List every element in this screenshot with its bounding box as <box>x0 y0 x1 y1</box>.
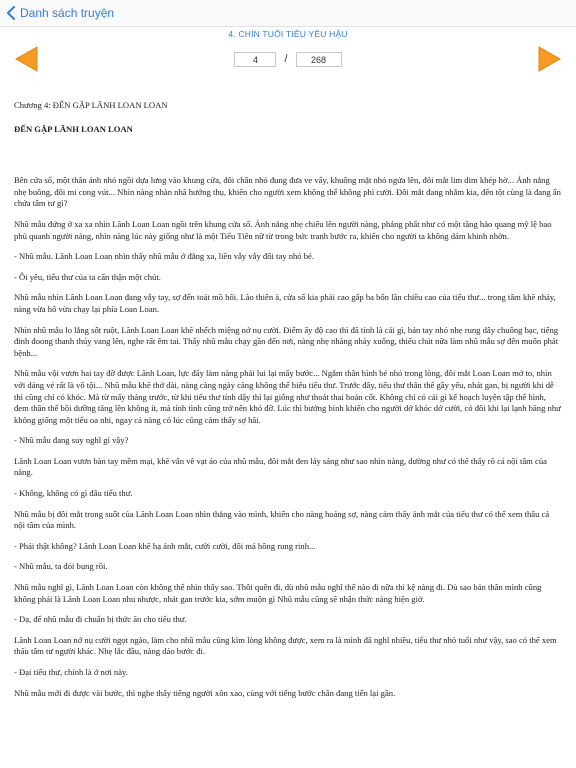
paragraph: - Dạ, để nhũ mẫu đi chuẩn bị thức ăn cho tiểu thư. <box>14 614 187 625</box>
paragraph: Lãnh Loan Loan nở nụ cười ngọt ngào, làm cho nhũ mẫu cũng kìm lòng không được, xem ra là mình đã nghĩ nhiều, tiểu thư nhỏ tuổi như vậy, sao có thể xem thấu tâm tư người khác. Nhẹ lắc đầu, nàng dảo bước đi. <box>14 634 557 657</box>
total-pages: 268 <box>296 52 342 67</box>
paragraph: Nhũ mẫu vội vươn hai tay đỡ được Lãnh Loan, lực đẩy làm nàng phải lui lại mấy bước... Ngắm thân hình bé nhỏ trong lòng, đôi mắt Loan Loan mở to, nhìn với dáng vẻ rất là vô tội... Nhũ mẫu khẽ thở dài, nàng càng ngày càng không thể hiểu tiểu thư. Trước đây, tiểu thư thân thể gầy yếu, nhát gan, bị người khi dễ thì cũng chỉ có khóc. Mà từ mấy tháng trước, từ khi tiểu thư tỉnh dậy thì lại giống như thoát thai hoán cốt. Không chỉ có cái gì kế hoạch luyện tập thể hình, đem thân thể bồi dưỡng tăng lên không ít, mà tính tình cũng trở nên khó đỡ. Lúc thì bướng bỉnh khiến cho người dở khóc dở cười, có đôi khi lại lạnh băng như không giống một tiểu oa nhi, ngay cả nàng có lúc cũng cảm thấy sợ hãi. <box>14 368 561 425</box>
back-button[interactable] <box>6 5 114 21</box>
paragraph: Nhìn nhũ mẫu lo lắng sốt ruột, Lãnh Loan Loan khẽ nhếch miệng nở nụ cười. Điểm ấy độ cao thì đã tính là cái gì, bản tay nhỏ nhẹ rung dây chuông bạc, tiếng đinh đoong thanh thúy vang lên, nghe rất êm tai. Thấy nhũ mẫu chạy gần đến nơi, nàng nhẹ nhàng nhảy xuống, thiếu chút nữa làm nhũ mẫu sợ đến muốn phát bệnh... <box>14 324 559 358</box>
paragraph: - Nhũ mẫu, ta đói bụng rồi. <box>14 561 108 572</box>
current-page-input[interactable]: 4 <box>234 52 276 67</box>
chapter-heading: ĐẾN GẶP LÃNH LOAN LOAN <box>14 123 133 134</box>
chapter-content <box>14 100 562 708</box>
page-selector <box>0 51 576 67</box>
next-page-button[interactable] <box>537 44 563 74</box>
paragraph: Nhũ mẫu nghĩ gì, Lãnh Loan Loan còn không thể nhìn thấy sao. Thôi quên đi, dù nhũ mẫu nghĩ thế nào đi nữa thì kệ nàng đi. Dù sao bản thân mình cũng không phải là Lãnh Loan Loan nhu nhược, nhát gan trước kia, sớm muộn gì Nhũ mẫu cũng sẽ nhận thức nàng hiện giờ. <box>14 582 542 604</box>
paragraph: Bên cửa sổ, một thân ảnh nhỏ ngồi dựa lưng vào khung cửa, đôi chân nhỏ đung đưa ve vẩy, khuông mặt nhỏ ngửa lên, đôi mắt lim dim khép hờ... Ánh nắng nhẹ buông, đôi mi cong vút... Nhìn nàng nhàn nhã hưởng thụ, khiến cho người xem không thể không phì cười. Đôi mắt đang nhắm kia, đến tột cùng là đang ẩn chứa tâm tư gì? <box>14 175 561 209</box>
paragraph: - Nhũ mẫu đang suy nghĩ gì vậy? <box>14 435 129 446</box>
page-separator: / <box>284 53 288 65</box>
paragraph: Nhũ mẫu bị đôi mắt trong suốt của Lãnh Loan Loan nhìn thẳng vào mình, khiến cho nàng hoảng sợ, nàng cảm thấy ánh mắt của tiểu thư có thể xem thấu cả nội tâm của mình. <box>14 508 550 531</box>
paragraph: Lãnh Loan Loan vươn bàn tay mềm mại, khẽ vân vê vạt áo của nhũ mẫu, đôi mắt đen láy sáng như sao nhìn nàng, dường như có thể thấy rõ cả nội tâm của nàng. <box>14 455 547 478</box>
paragraph: Nhũ mẫu nhìn Lãnh Loan Loan đang vẫy tay, sợ đến toát mồ hôi. Lão thiên à, cửa sổ kia phải cao gấp ba bốn lần chiều cao của tiểu thư... trong tâm khẽ nhảy, nàng vừa hô vừa chạy lại phía Loan Loan. <box>14 292 556 314</box>
paragraph: Nhũ mẫu mới đi được vài bước, thì nghe thấy tiếng người xôn xao, cùng với tiếng bước chân đang tiến lại gần. <box>14 687 396 698</box>
paragraph: Nhũ mẫu đứng ở xa xa nhìn Lãnh Loan Loan ngồi trên khung cửa sổ. Ánh nắng nhẹ chiếu lên người nàng, phảng phất như có một tầng hào quang mỹ lệ bao phủ quanh người nàng, nhìn nàng lúc này giống như là một Tiểu Tiên nữ từ trong bức tranh bước ra, khiến cho người ta không dám khinh nhờn. <box>14 218 552 241</box>
paragraph: - Đại tiểu thư, chính là ở nơi này. <box>14 667 128 677</box>
paragraph: - Nhũ mẫu. Lãnh Loan Loan nhìn thấy nhũ mẫu ở đằng xa, liền vẫy vẫy đôi tay nhỏ bé. <box>14 251 315 262</box>
chevron-left-icon <box>6 6 16 20</box>
chapter-line: Chương 4: ĐẾN GẶP LÃNH LOAN LOAN <box>14 100 168 110</box>
paragraph: - Không, không có gì đâu tiểu thư. <box>14 488 133 499</box>
navigation-bar <box>0 0 576 27</box>
paragraph: - Ôi yêu, tiểu thư của ta cẩn thận một chút. <box>14 271 161 282</box>
story-title: 4. CHÍN TUỔI TIỂU YÊU HẬU <box>228 29 348 39</box>
back-button-label: Danh sách truyện <box>20 6 115 20</box>
paragraph: - Phải thật không? Lãnh Loan Loan khẽ hạ ánh mắt, cười cười, đôi má hồng rung rinh... <box>14 540 316 551</box>
triangle-right-icon <box>537 61 563 78</box>
